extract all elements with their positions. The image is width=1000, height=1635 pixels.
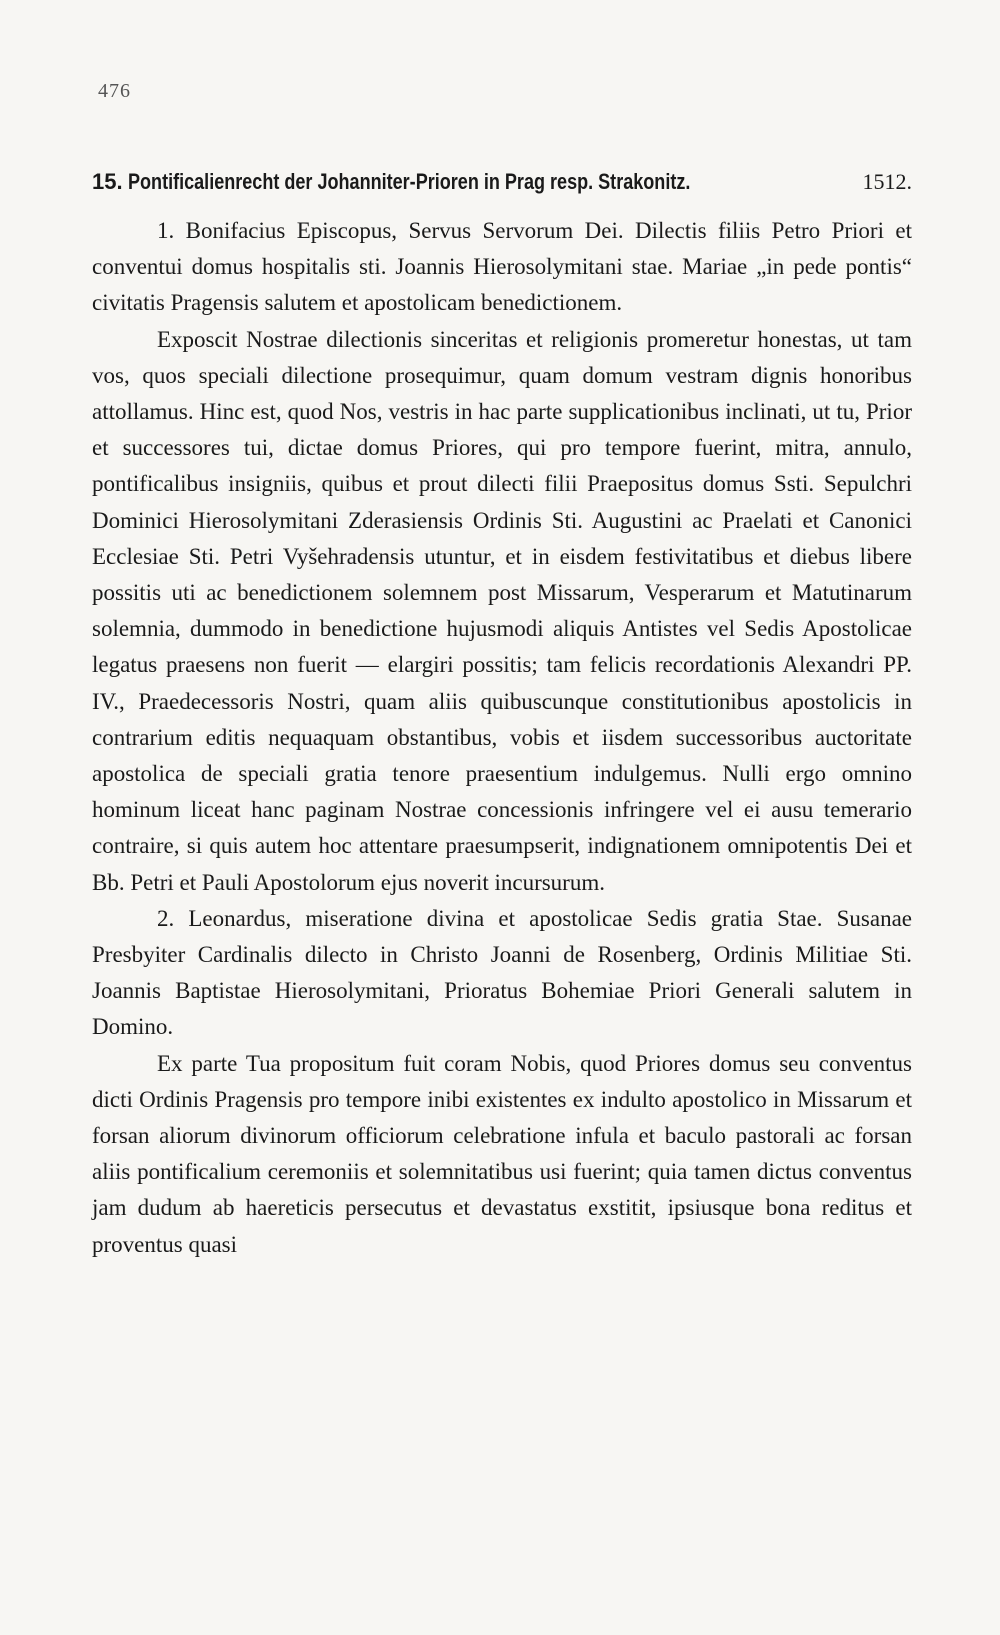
section-heading bbox=[92, 165, 912, 199]
body-text bbox=[92, 213, 912, 1263]
paragraph-2: Exposcit Nostrae dilectionis sinceritas et religionis promeretur honestas, ut tam vos, quos speciali dilectione prosequimur, quam domum vestram dignis honoribus attollamus. Hinc est, quod Nos, vestris in hac parte supplicationibus inclinati, ut tu, Prior et successores tui, dictae domus Priores, qui pro tempore fuerint, mitra, annulo, pontificalibus insigniis, quibus et prout dilecti filii Praepositus domus Ssti. Sepulchri Dominici Hierosolymitani Zderasiensis Ordinis Sti. Augustini ac Praelati et Canonici Ecclesiae Sti. Petri Vyšehradensis utuntur, et in eisdem festivitatibus et diebus libere possitis uti ac benedictionem solemnem post Missarum, Vesperarum et Matutinarum solemnia, dummodo in benedictione hujusmodi aliquis Antistes vel Sedis Apostolicae legatus praesens non fuerit — elargiri possitis; tam felicis recordationis Alexandri PP. IV., Praedecessoris Nostri, quam aliis quibuscunque constitutionibus apostolicis in contrarium editis nequaquam obstantibus, vobis et iisdem successoribus auctoritate apostolica de speciali gratia tenore praesentium indulgemus. Nulli ergo omnino hominum liceat hanc paginam Nostrae concessionis infringere vel ei ausu temerario contraire, si quis autem hoc attentare praesumpserit, indignationem omnipotentis Dei et Bb. Petri et Pauli Apostolorum ejus noverit incursurum. bbox=[92, 326, 912, 895]
paragraph-3: 2. Leonardus, miseratione divina et apostolicae Sedis gratia Stae. Susanae Presbyiter Cardinalis dilecto in Christo Joanni de Rosenberg, Ordinis Militiae Sti. Joannis Baptistae Hierosolymitani, Prioratus Bohemiae Priori Generali salutem in Domino. bbox=[92, 905, 912, 1040]
section-title: Pontificalienrecht der Johanniter-Prioren in Prag resp. Strakonitz. bbox=[128, 169, 691, 194]
paragraph-1: 1. Bonifacius Episcopus, Servus Servorum Dei. Dilectis filiis Petro Priori et conventui domus hospitalis sti. Joannis Hierosolymitani stae. Mariae „in pede pontis“ civitatis Pragensis salutem et apostolicam benedictionem. bbox=[92, 218, 912, 316]
page-number: 476 bbox=[98, 80, 131, 102]
section-number: 15. bbox=[92, 169, 123, 194]
section-year: 1512. bbox=[862, 169, 912, 194]
paragraph-4: Ex parte Tua propositum fuit coram Nobis, quod Priores domus seu conventus dicti Ordinis Pragensis pro tempore inibi existentes ex indulto apostolico in Missarum et forsan aliorum divinorum officiorum celebratione infula et baculo pastorali ac forsan aliis pontificalium ceremoniis et solemnitatibus usi fuerint; quia tamen dictus conventus jam dudum ab haereticis persecutus et devastatus exstitit, ipsiusque bona reditus et proventus quasi bbox=[92, 1050, 912, 1257]
